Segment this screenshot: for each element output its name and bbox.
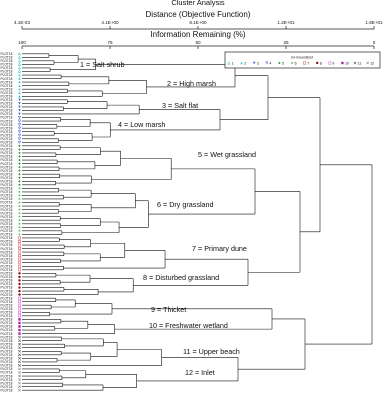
leaf-label: PLOT18 [0,275,13,280]
leaf-label: PLOT18 [0,119,13,124]
x-open-marker [18,378,20,380]
leaf-label: PLOT18 [0,321,13,326]
group-label: 5 = Wet grassland [198,150,256,159]
circle-marker [18,272,20,274]
diamond-marker [18,152,20,154]
leaf-label: PLOT18 [0,158,13,163]
diamond-marker [18,184,20,186]
leaf-label: PLOT18 [0,55,13,60]
leaf-label: PLOT18 [0,211,13,216]
leaf-label: PLOT18 [0,236,13,241]
x-marker [18,339,20,341]
legend-item-number: 3 [256,61,259,66]
distance-tick-label: 1.6E+01 [365,20,383,25]
square-marker [18,332,20,334]
square-open-marker [18,311,20,313]
circle-marker [18,283,20,285]
leaf-label: PLOT18 [0,133,13,138]
information-axis-title: Information Remaining (%) [150,30,246,39]
legend-title: Gr-moundtest [291,55,313,60]
leaf-label: PLOT18 [0,151,13,156]
leaf-label: PLOT18 [0,282,13,287]
triangle-open-marker [18,67,20,69]
leaf-label: PLOT18 [0,374,13,379]
diamond-marker [18,212,20,214]
group-label: 7 = Primary dune [192,244,247,253]
legend-item-number: 10 [345,61,349,66]
leaf-label: PLOT18 [0,285,13,290]
group-label: 6 = Dry grassland [157,200,214,209]
square-marker [18,322,20,324]
leaf-label: PLOT18 [0,73,13,78]
leaf-label: PLOT18 [0,335,13,340]
diamond-marker [18,159,20,161]
diamond-marker [18,205,20,207]
x-open-marker [18,375,20,377]
square-open-marker [18,297,20,299]
triangle-marker [18,84,20,86]
group-label: 8 = Disturbed grassland [143,273,220,282]
leaf-label: PLOT18 [0,101,13,106]
triangle-open-marker [18,60,20,62]
triangle-marker [18,74,20,76]
x-open-marker [18,385,20,387]
leaf-label: PLOT18 [0,186,13,191]
square-open-marker [18,269,20,271]
leaf-label: PLOT18 [0,165,13,170]
triangle-marker [18,81,20,83]
leaf-label: PLOT18 [0,296,13,301]
diamond-marker [18,177,20,179]
leaf-label: PLOT18 [0,80,13,85]
group-label: 10 = Freshwater wetland [149,321,228,330]
leaf-label: PLOT18 [0,94,13,99]
triangle-open-marker [18,53,20,55]
distance-axis-ticks [14,20,383,29]
diamond-marker [18,208,20,210]
group-label: 12 = Inlet [185,368,215,377]
leaf-label: PLOT18 [0,83,13,88]
leaf-label: PLOT18 [0,349,13,354]
square-open-marker [18,308,20,310]
leaf-label: PLOT18 [0,175,13,180]
diamond-marker [18,180,20,182]
leaf-label: PLOT18 [0,306,13,311]
leaf-label: PLOT18 [0,90,13,95]
diamond-marker [18,191,20,193]
leaf-label: PLOT18 [0,239,13,244]
information-tick-label: 25 [283,40,289,45]
square-open-marker [18,240,20,242]
circle-marker [18,279,20,281]
triangle-down-marker [18,109,20,111]
legend [225,52,380,68]
square-marker [18,318,20,320]
legend-item-number: 12 [370,61,375,66]
diamond-marker [18,219,20,221]
legend-item-number: 8 [319,61,322,66]
leaf-label: PLOT18 [0,370,13,375]
leaf-label: PLOT18 [0,388,13,393]
legend-item-number: 9 [332,61,335,66]
leaf-label: PLOT18 [0,367,13,372]
leaf-label: PLOT18 [0,268,13,273]
legend-item-number: 6 [294,61,297,66]
square-open-marker [18,237,20,239]
leaf-label: PLOT18 [0,271,13,276]
leaf-label: PLOT18 [0,62,13,67]
leaf-label: PLOT18 [0,172,13,177]
leaf-label: PLOT18 [0,154,13,159]
leaf-label: PLOT18 [0,353,13,358]
leaf-label: PLOT18 [0,87,13,92]
group-label: 3 = Salt flat [162,101,199,110]
leaf-label: PLOT18 [0,190,13,195]
leaf-label: PLOT18 [0,140,13,145]
leaf-label: PLOT18 [0,59,13,64]
leaf-label: PLOT18 [0,345,13,350]
x-marker [18,354,20,356]
square-open-marker [18,251,20,253]
diamond-marker [18,194,20,196]
diamond-marker [18,201,20,203]
leaf-label: PLOT18 [0,129,13,134]
leaf-label: PLOT18 [0,331,13,336]
distance-tick-label: 1.2E+01 [277,20,295,25]
square-open-marker [18,265,20,267]
leaf-label: PLOT18 [0,221,13,226]
leaf-label: PLOT18 [0,356,13,361]
x-marker [18,350,20,352]
information-axis-ticks [18,40,376,49]
leaf-label: PLOT18 [0,384,13,389]
circle-marker [316,62,318,64]
triangle-down-open-marker [18,130,20,132]
legend-item-number: 2 [244,61,247,66]
distance-tick-label: 4.1E-03 [13,20,31,25]
group-label: 1 = Salt shrub [80,60,125,69]
leaf-label: PLOT18 [0,136,13,141]
square-marker [18,325,20,327]
leaf-label: PLOT18 [0,200,13,205]
legend-item-number: 5 [282,61,284,66]
leaf-label: PLOT18 [0,161,13,166]
circle-marker [18,290,20,292]
diamond-marker [18,162,20,164]
triangle-down-open-marker [18,116,20,118]
x-open-marker [18,389,20,391]
x-marker [18,336,20,338]
legend-item-number: 4 [269,61,272,66]
leaf-label: PLOT18 [0,289,13,294]
triangle-marker [18,77,20,79]
information-tick-label: 50 [195,40,201,45]
triangle-open-marker [18,70,20,72]
legend-item-number: 11 [357,61,362,66]
information-tick-label: 100 [18,40,26,45]
group-label: 2 = High marsh [167,79,216,88]
leaf-label: PLOT18 [0,314,13,319]
x-open-marker [18,371,20,373]
leaf-label: PLOT18 [0,243,13,248]
triangle-down-marker [18,113,20,115]
leaf-label: PLOT18 [0,260,13,265]
leaf-label: PLOT18 [0,324,13,329]
leaf-label: PLOT18 [0,112,13,117]
leaf-label: PLOT18 [0,144,13,149]
leaf-label: PLOT18 [0,105,13,110]
leaf-label: PLOT18 [0,328,13,333]
leaf-label: PLOT18 [0,310,13,315]
triangle-down-open-marker [18,138,20,140]
square-marker [341,62,343,64]
diamond-marker [18,233,20,235]
group-label: 9 = Thicket [151,305,187,314]
distance-tick-label: 4.1E+00 [101,20,119,25]
leaf-label: PLOT18 [0,179,13,184]
leaf-label: PLOT18 [0,253,13,258]
group-label: 4 = Low marsh [118,120,166,129]
x-open-marker [18,382,20,384]
information-tick-label: 75 [107,40,113,45]
leaf-label: PLOT18 [0,214,13,219]
square-open-marker [18,262,20,264]
diamond-marker [18,215,20,217]
leaf-label: PLOT18 [0,292,13,297]
diamond-marker [18,169,20,171]
leaf-label: PLOT18 [0,183,13,188]
diamond-marker [18,187,20,189]
square-open-marker [18,247,20,249]
diamond-marker [18,155,20,157]
x-open-marker [18,368,20,370]
leaf-label: PLOT18 [0,69,13,74]
leaf-label: PLOT18 [0,232,13,237]
leaf-label: PLOT18 [0,278,13,283]
leaf-label: PLOT18 [0,218,13,223]
chart-title: Cluster Analysis [171,0,225,7]
leaf-label: PLOT18 [0,168,13,173]
leaf-labels [1,52,21,392]
leaf-label: PLOT18 [0,377,13,382]
information-tick-label: 0 [372,40,376,45]
square-open-marker [18,300,20,302]
diamond-marker [18,230,20,232]
leaf-label: PLOT18 [0,204,13,209]
diamond-marker [18,148,20,150]
diamond-marker [18,173,20,175]
group-label: 11 = Upper beach [183,347,240,356]
diamond-marker [18,226,20,228]
triangle-marker [18,92,20,94]
leaf-label: PLOT18 [0,363,13,368]
leaf-label: PLOT18 [0,76,13,81]
circle-marker [18,286,20,288]
leaf-label: PLOT18 [0,338,13,343]
leaf-label: PLOT18 [0,147,13,152]
diamond-marker [18,166,20,168]
leaf-label: PLOT18 [0,303,13,308]
legend-item-number: 1 [231,61,234,66]
leaf-label: PLOT18 [0,246,13,251]
leaf-label: PLOT18 [0,264,13,269]
diamond-marker [18,198,20,200]
leaf-label: PLOT18 [0,207,13,212]
leaf-label: PLOT18 [0,229,13,234]
diamond-marker [18,145,20,147]
leaf-label: PLOT18 [0,342,13,347]
leaf-label: PLOT18 [0,225,13,230]
leaf-label: PLOT18 [0,108,13,113]
leaf-label: PLOT18 [0,299,13,304]
leaf-label: PLOT18 [0,115,13,120]
distance-axis-title: Distance (Objective Function) [145,10,251,19]
square-open-marker [18,244,20,246]
square-open-marker [18,315,20,317]
leaf-label: PLOT18 [0,193,13,198]
triangle-down-marker [18,106,20,108]
leaf-label: PLOT18 [0,360,13,365]
triangle-down-open-marker [18,134,20,136]
leaf-label: PLOT18 [0,51,13,56]
x-marker [18,347,20,349]
circle-marker [18,293,20,295]
triangle-down-open-marker [18,127,20,129]
triangle-down-marker [18,99,20,101]
leaf-label: PLOT18 [0,197,13,202]
legend-frame [225,52,380,68]
diamond-marker [18,223,20,225]
square-marker [18,329,20,331]
leaf-label: PLOT18 [0,66,13,71]
leaf-label: PLOT18 [0,122,13,127]
leaf-label: PLOT18 [0,126,13,131]
triangle-down-open-marker [18,141,20,143]
x-marker [18,361,20,363]
distance-tick-label: 8.1E+00 [189,20,207,25]
triangle-marker [18,95,20,97]
square-open-marker [18,304,20,306]
leaf-label: PLOT18 [0,317,13,322]
circle-marker [18,276,20,278]
triangle-down-marker [18,102,20,104]
triangle-open-marker [18,56,20,58]
x-marker [18,357,20,359]
triangle-marker [18,88,20,90]
triangle-down-open-marker [18,123,20,125]
x-marker [18,364,20,366]
triangle-down-open-marker [18,120,20,122]
leaf-label: PLOT18 [0,381,13,386]
legend-item-number: 7 [307,61,310,66]
square-open-marker [18,254,20,256]
leaf-label: PLOT18 [0,257,13,262]
square-open-marker [18,258,20,260]
group-labels [80,60,256,377]
leaf-label: PLOT18 [0,250,13,255]
x-marker [18,343,20,345]
leaf-label: PLOT18 [0,98,13,103]
triangle-open-marker [18,63,20,65]
